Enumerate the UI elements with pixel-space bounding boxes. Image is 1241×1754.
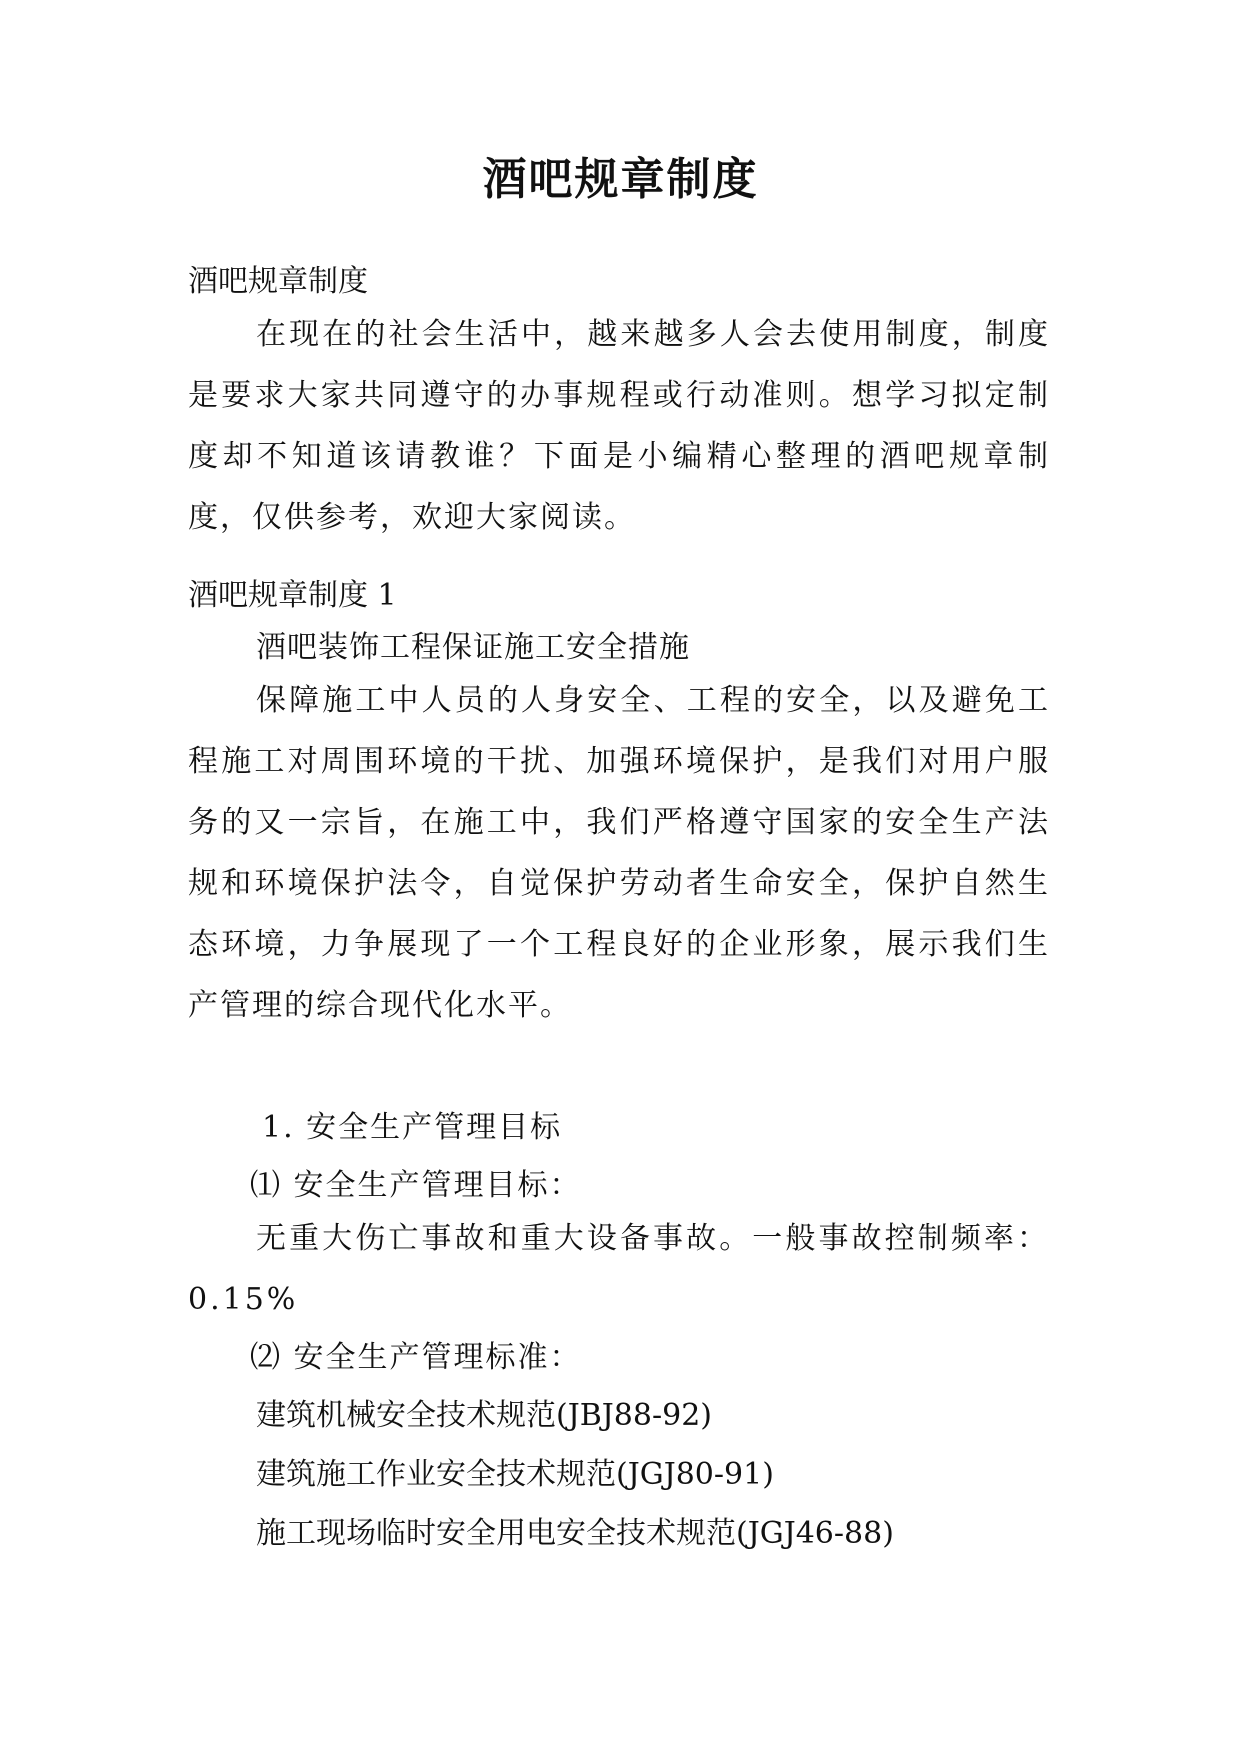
intro-paragraph: 在现在的社会生活中，越来越多人会去使用制度，制度是要求大家共同遵守的办事规程或行动准则。想学习拟定制度却不知道该请教谁？下面是小编精心整理的酒吧规章制度，仅供参考，欢迎大家阅读。 [188, 317, 1050, 535]
list-item-1-1: ⑴ 安全生产管理目标： [250, 1168, 582, 1203]
section-heading-1: 酒吧规章制度 1 [188, 578, 397, 613]
intro-heading: 酒吧规章制度 [188, 264, 368, 299]
document-title: 酒吧规章制度 [482, 154, 759, 205]
list-item-1-1-text: 无重大伤亡事故和重大设备事故。一般事故控制频率：0.15% [188, 1221, 1050, 1317]
standard-item: 建筑施工作业安全技术规范(JGJ80-91) [256, 1457, 774, 1492]
standard-item: 建筑机械安全技术规范(JBJ88-92) [256, 1398, 712, 1433]
standard-item: 施工现场临时安全用电安全技术规范(JGJ46-88) [256, 1516, 894, 1551]
list-item-1: 1. 安全生产管理目标 [262, 1110, 563, 1145]
body-paragraph: 保障施工中人员的人身安全、工程的安全，以及避免工程施工对周围环境的干扰、加强环境保护，是我们对用户服务的又一宗旨，在施工中，我们严格遵守国家的安全生产法规和环境保护法令，自觉保护劳动者生命安全，保护自然生态环境，力争展现了一个工程良好的企业形象，展示我们生产管理的综合现代化水平。 [188, 683, 1050, 1023]
section-subheading: 酒吧装饰工程保证施工安全措施 [256, 630, 690, 665]
list-item-1-2: ⑵ 安全生产管理标准： [250, 1340, 582, 1375]
